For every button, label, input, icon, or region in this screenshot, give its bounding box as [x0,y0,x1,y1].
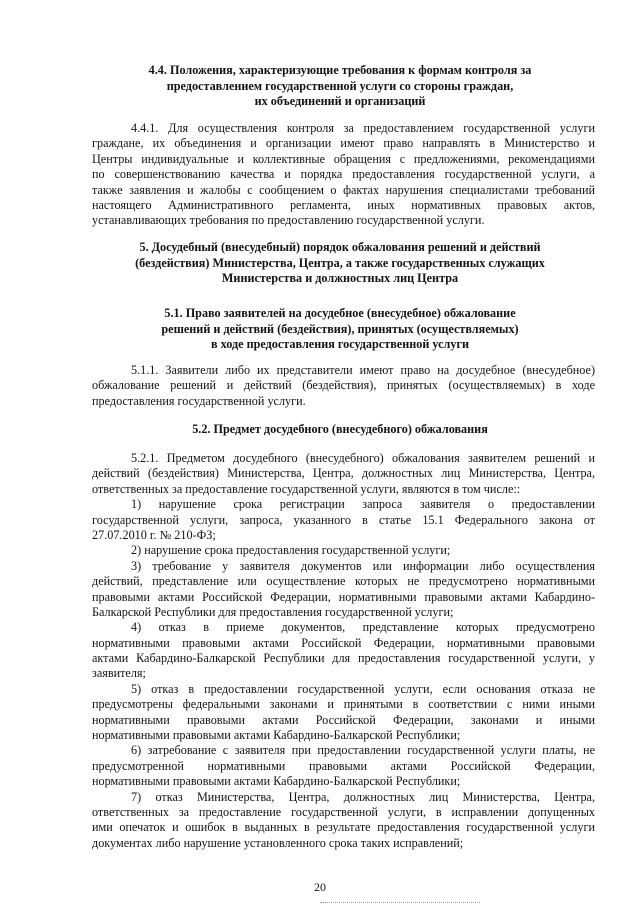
text-line: Центры индивидуальные и коллективные обращения с предложениями, рекомендациями [92,151,595,166]
text-line: нормативными правовыми актами Кабардино-Балкарской Республики; [92,774,461,789]
paragraph-5-2-1 [92,451,595,851]
heading-line: в ходе предоставления государственной услуги [210,337,470,351]
scan-artifact [320,902,480,904]
text-line: 5.1.1. Заявители либо их представители имеют право на досудебное (внесудебное) [131,363,595,377]
text-line: устанавливающих требования по предоставлению государственной услуги. [92,213,485,228]
heading-line: их объединений и организаций [254,94,426,108]
list-item-1: 1) нарушение срока регистрации запроса заявителя о предоставлении [131,497,595,512]
text-line: нормативными правовыми актами Российской Федерации, нормативными правовыми [92,635,595,650]
heading-5 [100,240,580,287]
text-line: граждане, их объединения и организации имеют право направлять в Министерство и [92,136,595,151]
text-line: также заявления и жалобы с сообщением о фактах нарушения специалистами требований [92,182,595,197]
heading-5-2 [100,422,580,438]
text-line: документах либо нарушение установленного срока таких исправлений; [92,835,464,850]
heading-4-4 [100,63,580,110]
text-line: нормативными правовыми актами Российской Федерации, законами и иными [92,712,595,727]
text-line: ответственных за предоставление государственной услуги, в исправлении допущенных [92,804,595,819]
text-line: предусмотренной нормативными правовыми актами Российской Федерации, [92,758,595,773]
text-line: актами Кабардино-Балкарской Республики для предоставления государственной услуги, у [92,651,595,666]
list-item-4: 4) отказ в приеме документов, представление которых предусмотрено [131,620,595,635]
list-item-6: 6) затребование с заявителя при предоставлении государственной услуги платы, не [131,743,595,758]
text-line: государственной услуги, запроса, указанного в статье 15.1 Федерального закона от [92,512,595,527]
text-line: обжалование решений и действий (бездействия), принятых (осуществляемых) в ходе [92,378,595,393]
list-item-5: 5) отказ в предоставлении государственной услуги, если основания отказа не [131,681,595,696]
paragraph-5-1-1 [92,363,595,409]
page-number: 20 [314,880,326,894]
heading-line: 5.1. Право заявителей на досудебное (внесудебное) обжалование [164,306,516,320]
text-line: Балкарской Республики для предоставления государственной услуги; [92,604,454,619]
text-line: ими опечаток и ошибок в выданных в результате предоставления государственной услуги [92,820,595,835]
heading-line: 4.4. Положения, характеризующие требования к формам контроля за [148,63,532,77]
text-line: по совершенствованию качества и порядка предоставления государственной услуги, а [92,167,595,182]
heading-line: 5. Досудебный (внесудебный) порядок обжалования решений и действий [139,240,541,254]
heading-line: Министерства и должностных лиц Центра [221,271,459,285]
text-line: заявителя; [92,666,146,681]
list-item-7: 7) отказ Министерства, Центра, должностных лиц Министерства, Центра, [131,789,595,804]
text-line: 27.07.2010 г. № 210-ФЗ; [92,527,216,542]
text-line: 5.2.1. Предметом досудебного (внесудебного) обжалования заявителем решений и [131,451,595,465]
text-line: 4.4.1. Для осуществления контроля за предоставлением государственной услуги [131,121,595,135]
heading-line: решений и действий (бездействия), принятых (осуществляемых) [161,321,519,336]
text-line: действий, представление или осуществление которых не предусмотрено нормативными [92,574,595,589]
text-line: правовыми актами Российской Федерации, нормативными правовыми актами Кабардино- [92,589,595,604]
heading-5-1 [100,306,580,353]
paragraph-4-4-1 [92,121,595,229]
text-line: предусмотрены федеральными законами и принятыми в соответствии с ними иными [92,697,595,712]
text-line: действий (бездействия) Министерства, Центра, должностных лиц Министерства, Центра, [92,466,595,481]
list-item-2: 2) нарушение срока предоставления государственной услуги; [131,543,451,558]
list-item-3: 3) требование у заявителя документов или информации либо осуществления [131,558,595,573]
text-line: ответственных за предоставление государственной услуги, являются в том числе:: [92,481,521,496]
heading-line: (бездействия) Министерства, Центра, а также государственных служащих [135,255,545,270]
text-line: предоставления государственной услуги. [92,393,306,408]
text-line: настоящего Административного регламента, иных нормативных правовых актов, [92,197,595,212]
text-line: нормативными правовыми актами Кабардино-Балкарской Республики; [92,728,461,743]
heading-line: 5.2. Предмет досудебного (внесудебного) обжалования [192,422,488,436]
heading-line: предоставлением государственной услуги со стороны граждан, [166,78,514,93]
